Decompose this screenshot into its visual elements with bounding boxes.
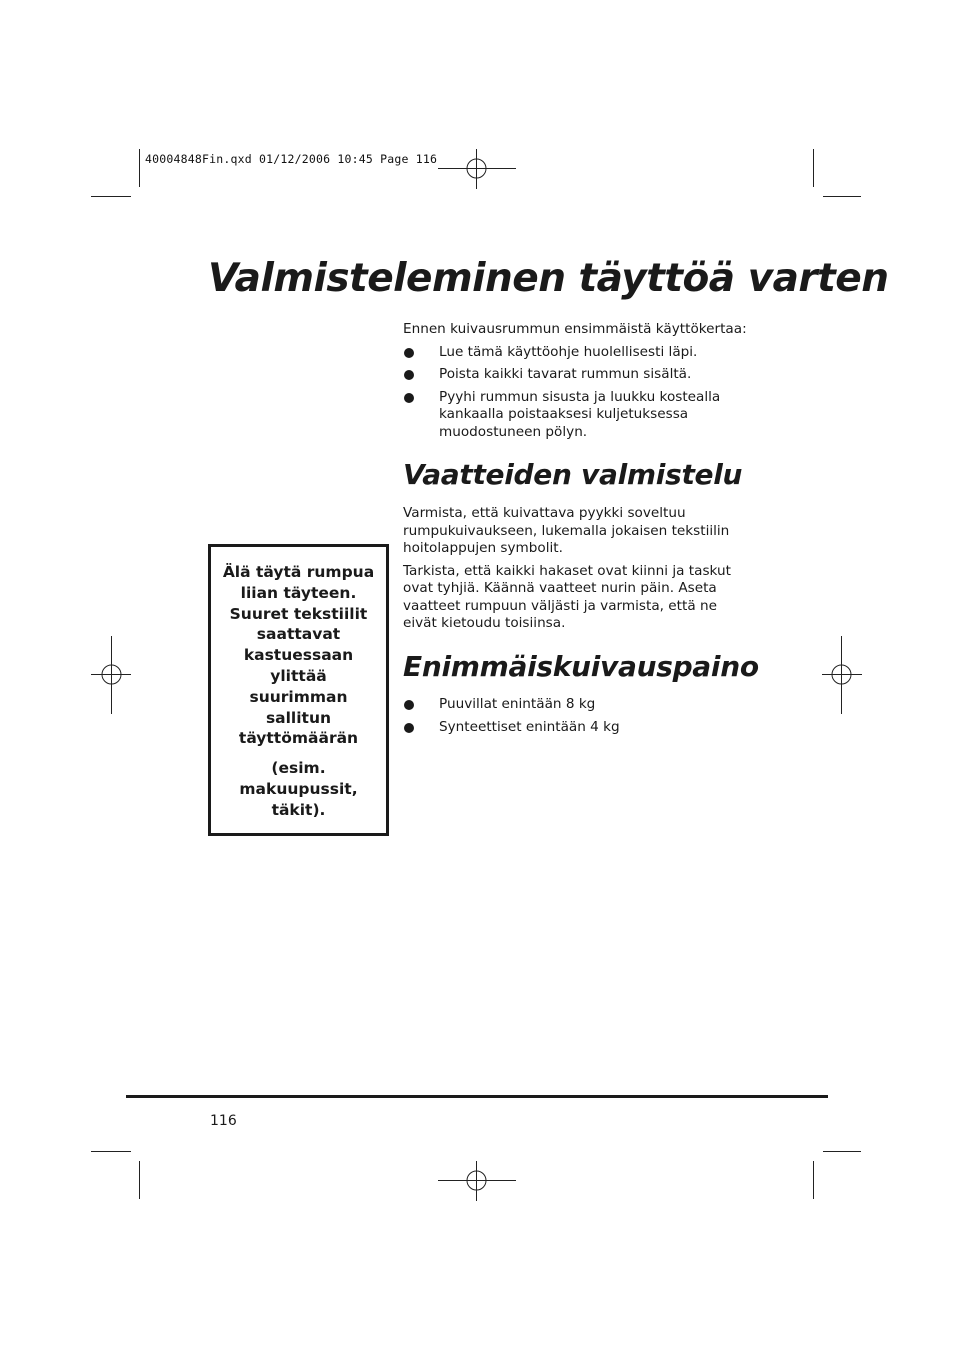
warning-example-text: (esim. makuupussit, täkit).	[239, 759, 358, 819]
page-number: 116	[210, 1113, 237, 1129]
page-title: Valmisteleminen täyttöä varten	[208, 256, 889, 301]
warning-text: Älä täytä rumpua liian täyteen. Suuret tekstiilit saattavat kastuessaan ylittää suurimman sallitun täyttömäärän	[222, 563, 375, 748]
bullet-icon	[404, 348, 414, 358]
intro-section	[403, 321, 748, 446]
list-item-text: Poista kaikki tavarat rummun sisältä.	[439, 366, 692, 382]
list-item	[403, 719, 748, 737]
list-item-text: Synteettiset enintään 4 kg	[439, 718, 620, 735]
clothes-paragraph-2: Tarkista, että kaikki hakaset ovat kiinni ja taskut ovat tyhjiä. Käännä vaatteet nurin päin. Aseta vaatteet rumpuun väljästi ja varmista, että ne eivät kietoudu toisiinsa.	[403, 562, 731, 631]
warning-box	[208, 544, 389, 836]
intro-bullet-list	[403, 344, 748, 442]
list-item-text: Lue tämä käyttöohje huolellisesti läpi.	[439, 343, 698, 360]
intro-lead: Ennen kuivausrummun ensimmäistä käyttökertaa:	[403, 321, 747, 337]
list-item-text: Puuvillat enintään 8 kg	[439, 696, 596, 712]
bullet-icon	[404, 723, 414, 733]
list-item	[403, 366, 748, 384]
max-weight-section	[403, 696, 748, 741]
list-item	[403, 344, 748, 362]
registration-mark-right	[822, 636, 862, 714]
section-heading-max-weight: Enimmäiskuivauspaino	[403, 650, 759, 683]
section-heading-clothes: Vaatteiden valmistelu	[403, 458, 743, 491]
registration-mark-left	[91, 636, 131, 714]
clothes-paragraph-1: Varmista, että kuivattava pyykki soveltuu rumpukuivaukseen, lukemalla jokaisen tekstiilin hoitolappujen symbolit.	[403, 505, 730, 556]
registration-mark-bottom	[438, 1161, 516, 1201]
registration-mark-top	[438, 149, 516, 189]
footer-rule	[126, 1095, 828, 1098]
list-item	[403, 696, 748, 714]
list-item	[403, 389, 748, 442]
max-weight-list	[403, 696, 748, 736]
printer-slug: 40004848Fin.qxd 01/12/2006 10:45 Page 116	[145, 152, 438, 166]
list-item-text: Pyyhi rummun sisusta ja luukku kostealla kankaalla poistaaksesi kuljetuksessa muodostuneen pölyn.	[439, 388, 721, 440]
bullet-icon	[404, 393, 414, 403]
bullet-icon	[404, 700, 414, 710]
bullet-icon	[404, 370, 414, 380]
clothes-section	[403, 505, 743, 633]
